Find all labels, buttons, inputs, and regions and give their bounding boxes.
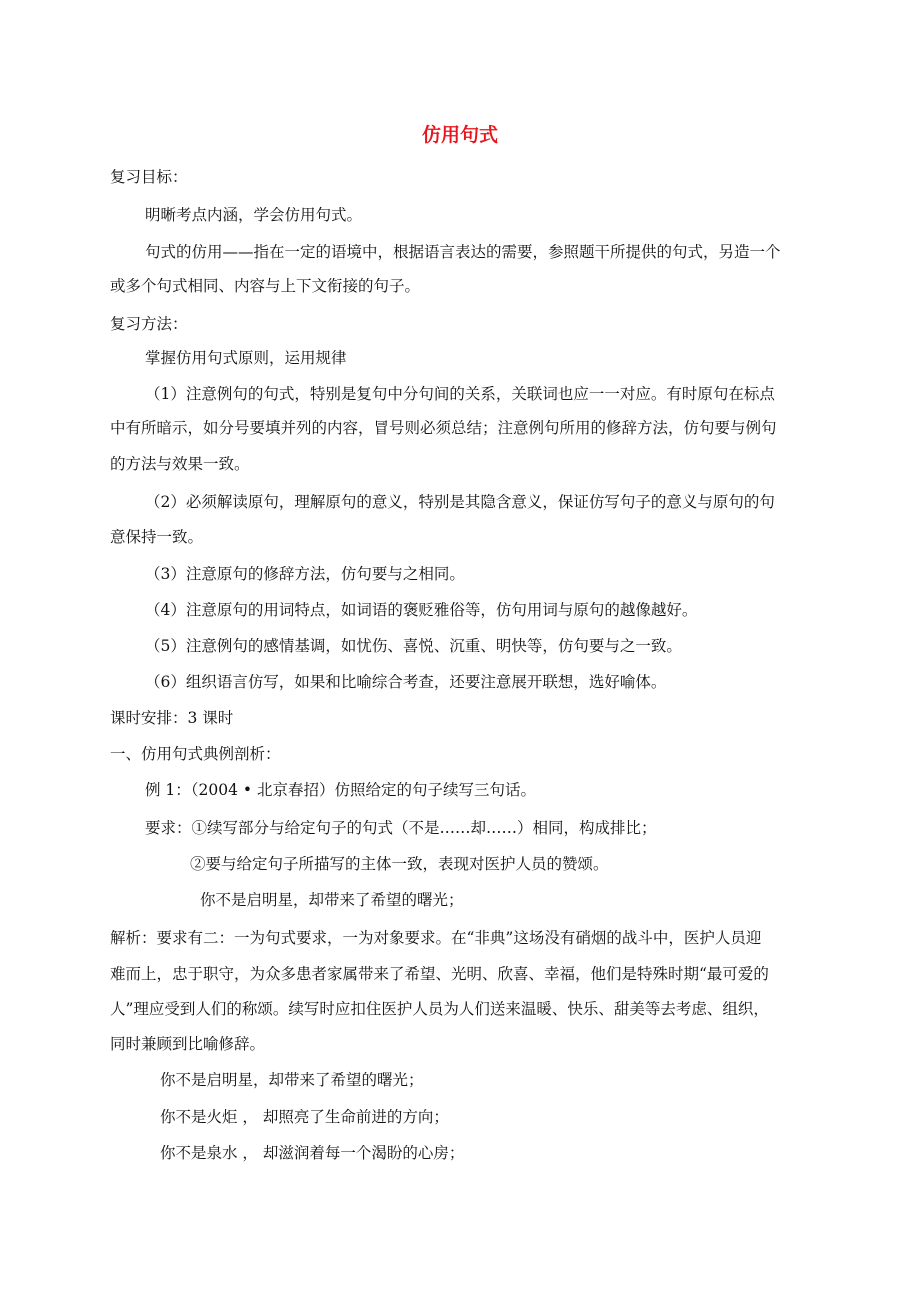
analysis-line: 难而上，忠于职守，为众多患者家属带来了希望、光明、欣喜、幸福，他们是特殊时期“最可爱的 xyxy=(110,965,769,983)
paragraph-line: 意保持一致。 xyxy=(110,528,204,546)
paragraph-line: （3）注意原句的修辞方法，仿句要与之相同。 xyxy=(145,565,465,583)
answer-line: 你不是火炬 ， 却照亮了生命前进的方向； xyxy=(160,1108,449,1126)
document-title: 仿用句式 xyxy=(421,124,498,146)
requirement-line: 要求：①续写部分与给定句子的句式（不是……却……）相同，构成排比； xyxy=(145,819,657,837)
paragraph-line: 或多个句式相同、内容与上下文衔接的句子。 xyxy=(110,277,421,295)
paragraph-line: 中有所暗示，如分号要填并列的内容，冒号则必须总结；注意例句所用的修辞方法，仿句要与例句 xyxy=(110,419,777,437)
paragraph-line: （1）注意例句的句式，特别是复句中分句间的关系，关联词也应一一对应。有时原句在标点 xyxy=(145,385,775,403)
paragraph-line: （5）注意例句的感情基调，如忧伤、喜悦、沉重、明快等，仿句要与之一致。 xyxy=(145,637,682,655)
requirement-line: ②要与给定句子所描写的主体一致，表现对医护人员的赞颂。 xyxy=(190,855,609,873)
section-heading-schedule: 课时安排：3 课时 xyxy=(110,709,234,727)
analysis-line: 人”理应受到人们的称颂。续写时应扣住医护人员为人们送来温暖、快乐、甜美等去考虑、组织， xyxy=(110,1000,769,1018)
example-line: 例 1：（2004 • 北京春招）仿照给定的句子续写三句话。 xyxy=(145,781,536,799)
paragraph-line: （6）组织语言仿写，如果和比喻综合考查，还要注意展开联想，选好喻体。 xyxy=(145,673,667,691)
paragraph-line: 的方法与效果一致。 xyxy=(110,455,250,473)
answer-line: 你不是启明星，却带来了希望的曙光； xyxy=(160,1071,424,1089)
section-heading-examples: 一、仿用句式典例剖析： xyxy=(110,745,281,763)
paragraph-line: 明晰考点内涵，学会仿用句式。 xyxy=(145,206,363,224)
section-heading-review-goals: 复习目标： xyxy=(110,168,188,186)
section-heading-review-methods: 复习方法： xyxy=(110,315,188,333)
analysis-line: 同时兼顾到比喻修辞。 xyxy=(110,1035,266,1053)
paragraph-line: （2）必须解读原句，理解原句的意义，特别是其隐含意义，保证仿写句子的意义与原句的句 xyxy=(145,493,775,511)
paragraph-line: 掌握仿用句式原则，运用规律 xyxy=(145,349,347,367)
paragraph-line: （4）注意原句的用词特点，如词语的褒贬雅俗等，仿句用词与原句的越像越好。 xyxy=(145,601,698,619)
paragraph-line: 句式的仿用——指在一定的语境中，根据语言表达的需要，参照题干所提供的句式，另造一个 xyxy=(145,243,781,261)
analysis-line: 解析：要求有二：一为句式要求，一为对象要求。在“非典”这场没有硝烟的战斗中，医护人员迎 xyxy=(110,929,762,947)
given-sentence: 你不是启明星，却带来了希望的曙光； xyxy=(200,891,464,909)
answer-line: 你不是泉水 ， 却滋润着每一个渴盼的心房； xyxy=(160,1144,465,1162)
